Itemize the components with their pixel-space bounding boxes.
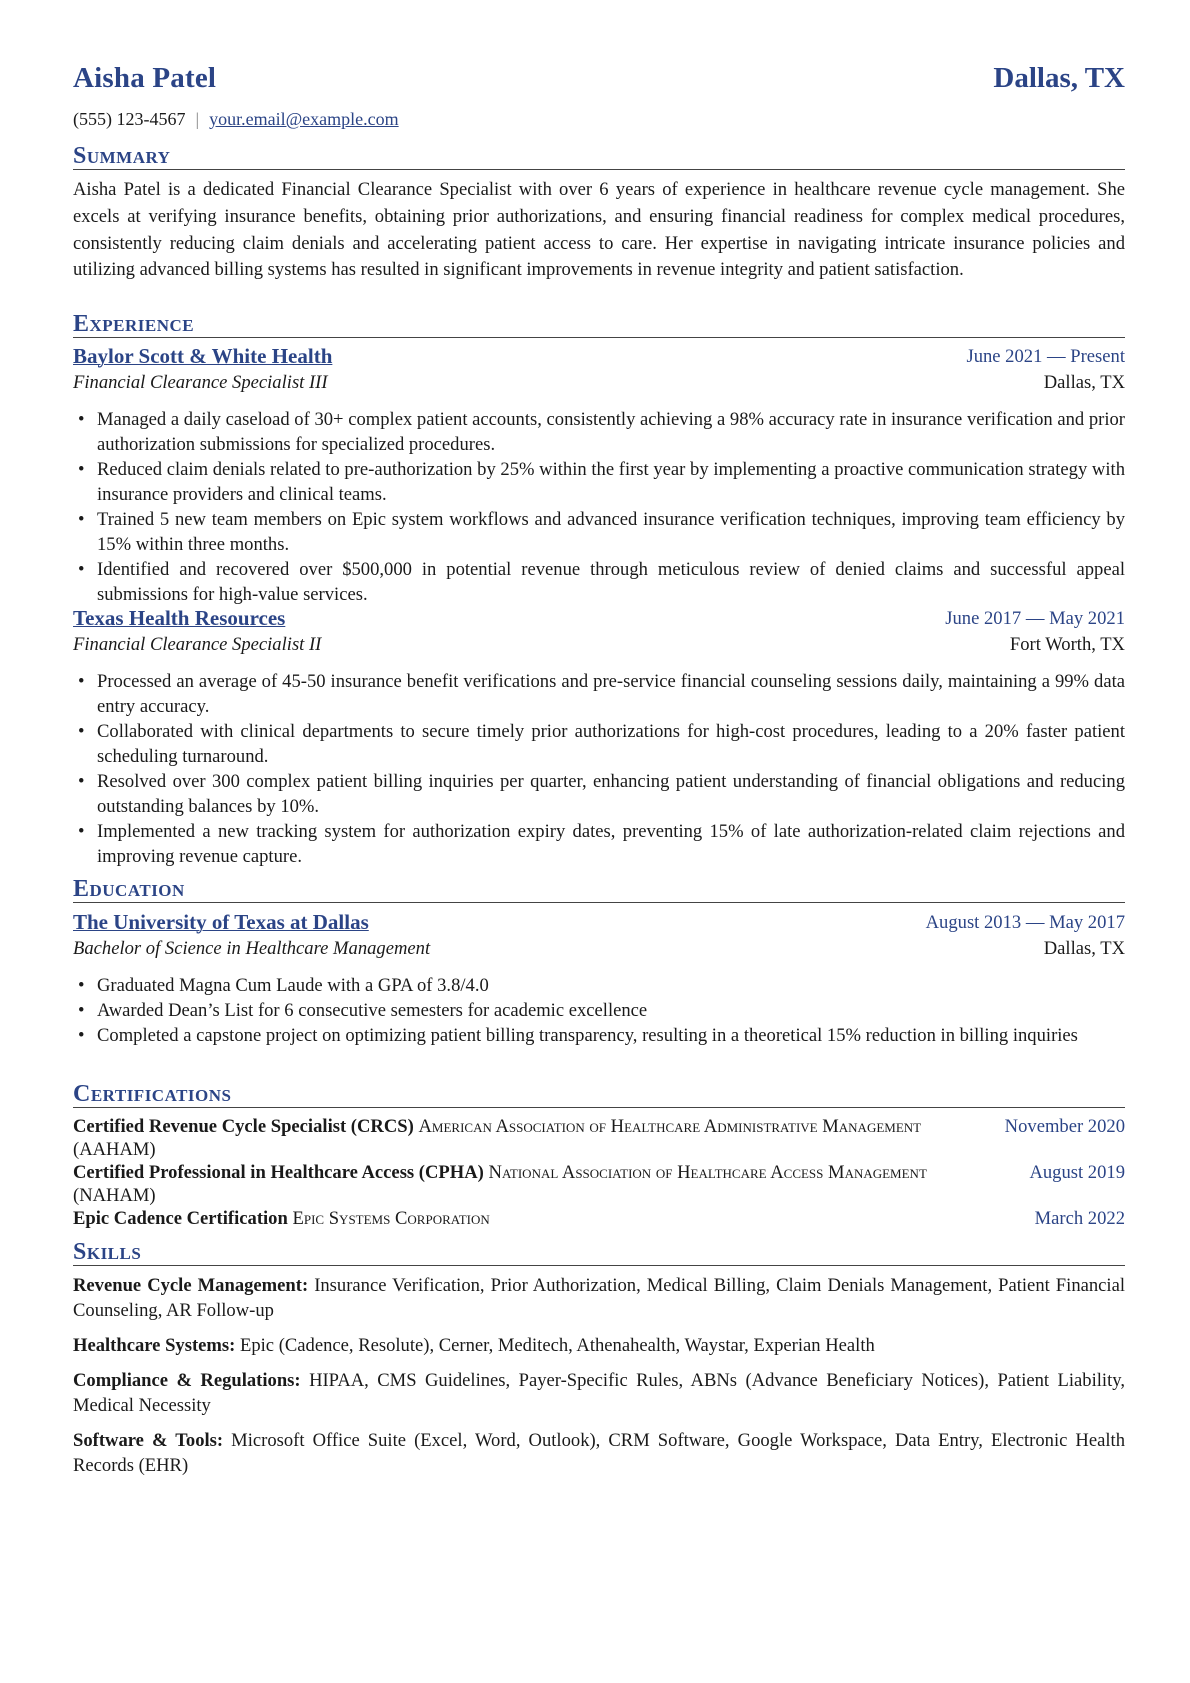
job-bullets <box>73 669 1125 869</box>
certification-name: Epic Cadence Certification <box>73 1208 288 1229</box>
job-dates: June 2017 — May 2021 <box>945 608 1125 629</box>
section-title-education: Education <box>73 876 1125 903</box>
list-item <box>73 719 1125 769</box>
list-item <box>73 669 1125 719</box>
education-dates: August 2013 — May 2017 <box>925 912 1125 933</box>
resume-header <box>73 62 1125 102</box>
section-title-experience: Experience <box>73 311 1125 338</box>
skill-value: Epic (Cadence, Resolute), Cerner, Meditech, Athenahealth, Waystar, Experian Health <box>239 1335 875 1356</box>
list-item <box>73 507 1125 557</box>
skill-value: HIPAA, CMS Guidelines, Payer-Specific Rules, ABNs (Advance Beneficiary Notices), Patient Liability, Medical Necessity <box>73 1370 1125 1416</box>
email-link[interactable]: your.email@example.com <box>209 109 399 129</box>
bullet-text: Implemented a new tracking system for authorization expiry dates, preventing 15% of late authorization-related claim rejections and improving revenue capture. <box>97 821 1125 867</box>
job-bullets <box>73 407 1125 607</box>
list-item <box>73 1023 1125 1048</box>
job-role: Financial Clearance Specialist II <box>73 634 322 655</box>
skill-value: Insurance Verification, Prior Authorization, Medical Billing, Claim Denials Management, Patient Financial Counseling, AR Follow-up <box>73 1275 1126 1321</box>
certification-org: American Association of Healthcare Administrative Management (AAHAM) <box>73 1116 922 1160</box>
skill-label: Compliance & Regulations: <box>73 1370 301 1391</box>
bullet-text: Processed an average of 45-50 insurance benefit verifications and pre-service financial counseling sessions daily, maintaining a 99% data entry accuracy. <box>97 671 1125 717</box>
bullet-text: Resolved over 300 complex patient billing inquiries per quarter, enhancing patient understanding of financial obligations and reducing outstanding balances by 10%. <box>97 771 1125 817</box>
list-item <box>73 973 1125 998</box>
bullet-icon: • <box>78 975 85 996</box>
skill-value: Microsoft Office Suite (Excel, Word, Outlook), CRM Software, Google Workspace, Data Entry, Electronic Health Records (EHR) <box>73 1430 1125 1476</box>
skill-row <box>73 1368 1125 1418</box>
skill-label: Healthcare Systems: <box>73 1335 236 1356</box>
bullet-text: Awarded Dean’s List for 6 consecutive semesters for academic excellence <box>97 1000 648 1021</box>
candidate-location: Dallas, TX <box>993 62 1125 94</box>
skill-label: Revenue Cycle Management: <box>73 1275 309 1296</box>
bullet-text: Managed a daily caseload of 30+ complex patient accounts, consistently achieving a 98% accuracy rate in insurance verification and prior authorization submissions for specialized procedures. <box>97 409 1125 455</box>
skill-row <box>73 1333 1125 1358</box>
contact-separator: | <box>195 109 200 129</box>
list-item <box>73 769 1125 819</box>
skill-row <box>73 1273 1125 1323</box>
bullet-icon: • <box>78 721 85 742</box>
bullet-text: Graduated Magna Cum Laude with a GPA of 3.8/4.0 <box>97 975 489 996</box>
bullet-icon: • <box>78 1025 85 1046</box>
contact-line <box>73 109 399 130</box>
list-item <box>73 407 1125 457</box>
bullet-icon: • <box>78 459 85 480</box>
certification-org: National Association of Healthcare Access Management (NAHAM) <box>73 1162 927 1206</box>
job-location: Dallas, TX <box>1043 372 1125 393</box>
list-item <box>73 457 1125 507</box>
certification-item <box>73 1207 1125 1230</box>
certification-date: March 2022 <box>1034 1208 1125 1229</box>
list-item <box>73 998 1125 1023</box>
bullet-icon: • <box>78 771 85 792</box>
bullet-icon: • <box>78 559 85 580</box>
list-item <box>73 557 1125 607</box>
certification-date: August 2019 <box>1029 1162 1125 1183</box>
certification-date: November 2020 <box>1004 1116 1125 1137</box>
skill-label: Software & Tools: <box>73 1430 224 1451</box>
bullet-icon: • <box>78 671 85 692</box>
certification-name: Certified Revenue Cycle Specialist (CRCS) <box>73 1116 414 1137</box>
job-dates: June 2021 — Present <box>966 346 1125 367</box>
bullet-text: Trained 5 new team members on Epic system workflows and advanced insurance verification techniques, improving team efficiency by 15% within three months. <box>97 509 1125 555</box>
degree: Bachelor of Science in Healthcare Management <box>73 938 431 959</box>
bullet-icon: • <box>78 409 85 430</box>
summary-text: Aisha Patel is a dedicated Financial Clearance Specialist with over 6 years of experience in healthcare revenue cycle management. She excels at verifying insurance benefits, obtaining prior authorizations, and ensuring financial readiness for complex medical procedures, consistently reducing claim denials and accelerating patient access to care. Her expertise in navigating intricate insurance policies and utilizing advanced billing systems has resulted in significant improvements in revenue integrity and patient satisfaction. <box>73 179 1125 281</box>
bullet-text: Completed a capstone project on optimizing patient billing transparency, resulting in a theoretical 15% reduction in billing inquiries <box>97 1025 1078 1046</box>
education-bullets <box>73 973 1125 1048</box>
phone-number: (555) 123-4567 <box>73 109 186 129</box>
education-location: Dallas, TX <box>1043 938 1125 959</box>
list-item <box>73 819 1125 869</box>
candidate-name: Aisha Patel <box>73 62 217 94</box>
skill-row <box>73 1428 1125 1478</box>
certification-item <box>73 1115 1125 1161</box>
certification-item <box>73 1161 1125 1207</box>
bullet-text: Reduced claim denials related to pre-authorization by 25% within the first year by implementing a proactive communication strategy with insurance providers and clinical teams. <box>97 459 1125 505</box>
school-link[interactable]: The University of Texas at Dallas <box>73 910 369 934</box>
certification-name: Certified Professional in Healthcare Access (CPHA) <box>73 1162 484 1183</box>
job-company-link[interactable]: Texas Health Resources <box>73 606 286 630</box>
bullet-icon: • <box>78 1000 85 1021</box>
job-role: Financial Clearance Specialist III <box>73 372 328 393</box>
bullet-text: Identified and recovered over $500,000 in potential revenue through meticulous review of denied claims and successful appeal submissions for high-value services. <box>97 559 1125 605</box>
section-title-summary: Summary <box>73 143 1125 170</box>
bullet-icon: • <box>78 509 85 530</box>
section-title-skills: Skills <box>73 1239 1125 1266</box>
bullet-icon: • <box>78 821 85 842</box>
section-title-certifications: Certifications <box>73 1081 1125 1108</box>
job-location: Fort Worth, TX <box>1009 634 1125 655</box>
bullet-text: Collaborated with clinical departments to secure timely prior authorizations for high-cost procedures, leading to a 20% faster patient scheduling turnaround. <box>97 721 1125 767</box>
job-company-link[interactable]: Baylor Scott & White Health <box>73 344 333 368</box>
certification-org: Epic Systems Corporation <box>292 1208 490 1229</box>
